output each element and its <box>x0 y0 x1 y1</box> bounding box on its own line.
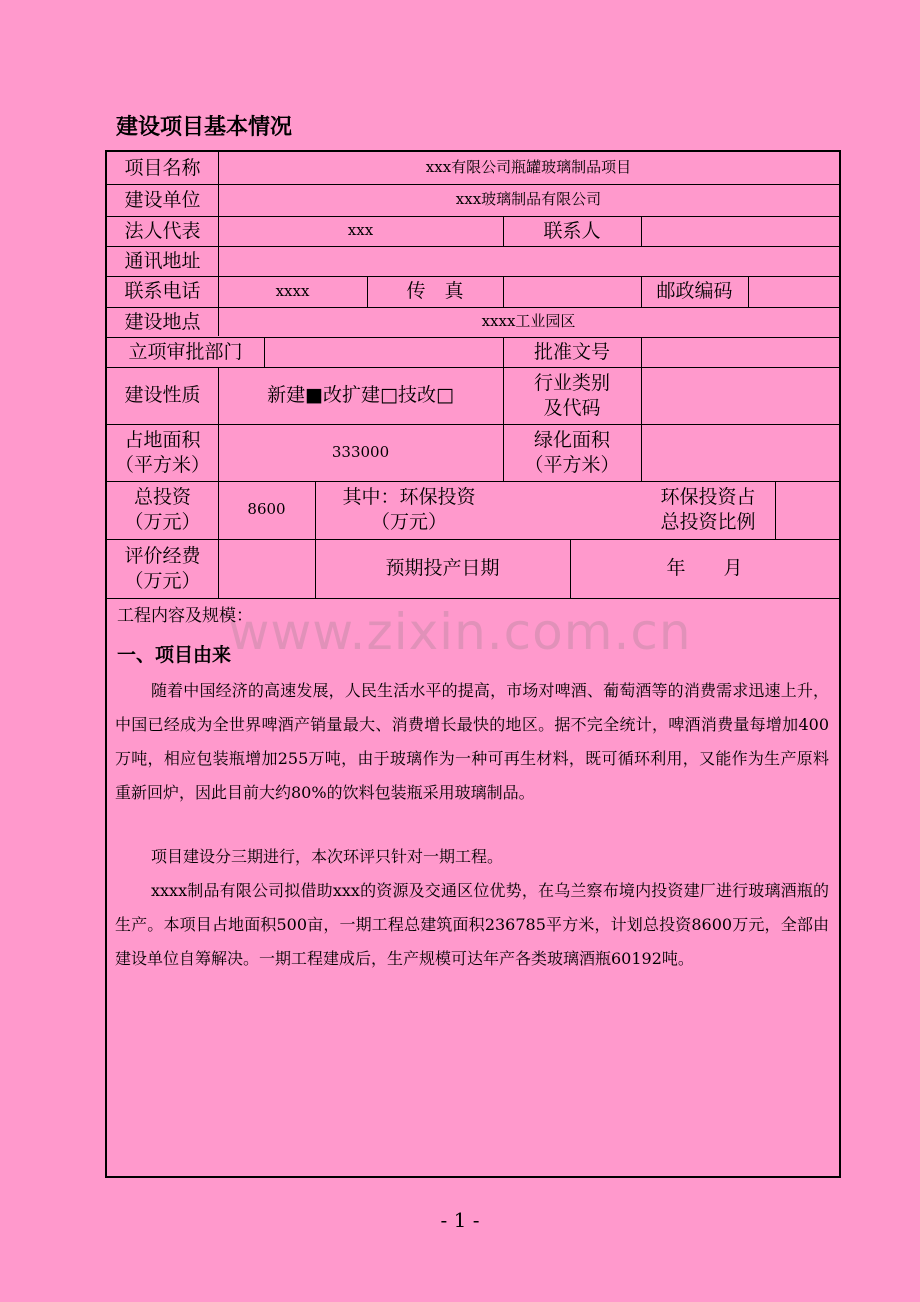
watermark: www.zixin.com.cn <box>228 603 692 661</box>
document-title: 建设项目基本情况 <box>116 115 293 140</box>
nature-label: 建设性质 <box>124 384 201 407</box>
contact-value <box>641 216 839 246</box>
postcode-label: 邮政编码 <box>656 280 733 303</box>
env-ratio-label-line2: 总投资比例 <box>660 511 756 533</box>
eval-fee-label-line2: （万元） <box>124 569 201 592</box>
env-invest-label-line1: 其中：环保投资 <box>342 486 476 509</box>
green-label-line1: 绿化面积 <box>533 428 610 451</box>
eval-fee-label <box>107 539 218 598</box>
env-ratio-value <box>775 481 839 539</box>
phone-label: 联系电话 <box>124 280 201 303</box>
invest-label <box>107 481 218 539</box>
address-value <box>218 246 839 276</box>
industry-label-line1: 行业类别 <box>533 371 610 394</box>
fax-label: 传 真 <box>406 280 464 303</box>
page-number: - 1 - <box>440 1208 480 1232</box>
paragraph-phases: 项目建设分三期进行，本次环评只针对一期工程。 <box>151 847 504 866</box>
address-label: 通讯地址 <box>124 249 201 272</box>
site-label: 建设地点 <box>124 310 201 333</box>
builder-value: xxx玻璃制品有限公司 <box>455 190 602 209</box>
env-ratio-label <box>641 481 775 539</box>
nature-value: 新建■改扩建□技改□ <box>267 384 454 407</box>
env-invest-value <box>503 481 641 539</box>
legal-rep-value: xxx <box>347 221 374 240</box>
project-name-label: 项目名称 <box>124 156 201 179</box>
approval-no-value <box>641 337 839 367</box>
area-label <box>107 424 218 481</box>
green-label-line2: （平方米） <box>524 453 620 476</box>
postcode-value <box>748 276 839 307</box>
invest-value: 8600 <box>247 500 286 519</box>
eval-fee-value <box>218 539 315 598</box>
contact-label: 联系人 <box>543 219 601 242</box>
invest-label-line2: （万元） <box>124 511 201 533</box>
builder-label: 建设单位 <box>124 188 201 211</box>
industry-value <box>641 367 839 424</box>
paragraph-background: 随着中国经济的高速发展，人民生活水平的提高，市场对啤酒、葡萄酒等的消费需求迅速上升，中国已经成为全世界啤酒产销量最大、消费增长最快的地区。据不完全统计，啤酒消费量每增加400万吨，相应包装瓶增加255万吨，由于玻璃作为一种可再生材料，既可循环利用，又能作为生产原料重新回炉，因此目前大约80%的饮料包装瓶采用玻璃制品。 <box>115 681 829 802</box>
paragraph-investment: xxxx制品有限公司拟借助xxx的资源及交通区位优势，在乌兰察布境内投资建厂进行玻璃酒瓶的生产。本项目占地面积500亩，一期工程总建筑面积236785平方米，计划总投资8600万元，全部由建设单位自筹解决。一期工程建成后，生产规模可达年产各类玻璃酒瓶60192吨。 <box>115 881 829 968</box>
approval-no-label: 批准文号 <box>533 340 610 363</box>
industry-label-line2: 及代码 <box>543 396 601 419</box>
green-label <box>503 424 641 481</box>
env-invest-label <box>315 481 503 539</box>
industry-label <box>503 367 641 424</box>
expected-date-label: 预期投产日期 <box>385 557 500 580</box>
fax-value <box>503 276 641 307</box>
approval-dept-label: 立项审批部门 <box>128 340 243 363</box>
legal-rep-label: 法人代表 <box>124 219 201 242</box>
content-scale-label: 工程内容及规模： <box>117 606 253 626</box>
project-name-value: xxx有限公司瓶罐玻璃制品项目 <box>425 158 632 177</box>
area-value: 333000 <box>331 442 390 461</box>
section-heading: 一、项目由来 <box>117 644 232 666</box>
area-label-line1: 占地面积 <box>124 428 201 451</box>
phone-value: xxxx <box>275 281 310 300</box>
env-ratio-label-line1: 环保投资占 <box>660 486 756 509</box>
green-value <box>641 424 839 481</box>
site-value: xxxx工业园区 <box>481 312 576 331</box>
invest-label-line1: 总投资 <box>133 486 191 509</box>
area-label-line2: （平方米） <box>114 453 210 476</box>
approval-dept-value <box>264 337 503 367</box>
env-invest-label-line2: （万元） <box>370 511 447 533</box>
eval-fee-label-line1: 评价经费 <box>124 544 201 567</box>
expected-date-value: 年 月 <box>666 557 743 580</box>
